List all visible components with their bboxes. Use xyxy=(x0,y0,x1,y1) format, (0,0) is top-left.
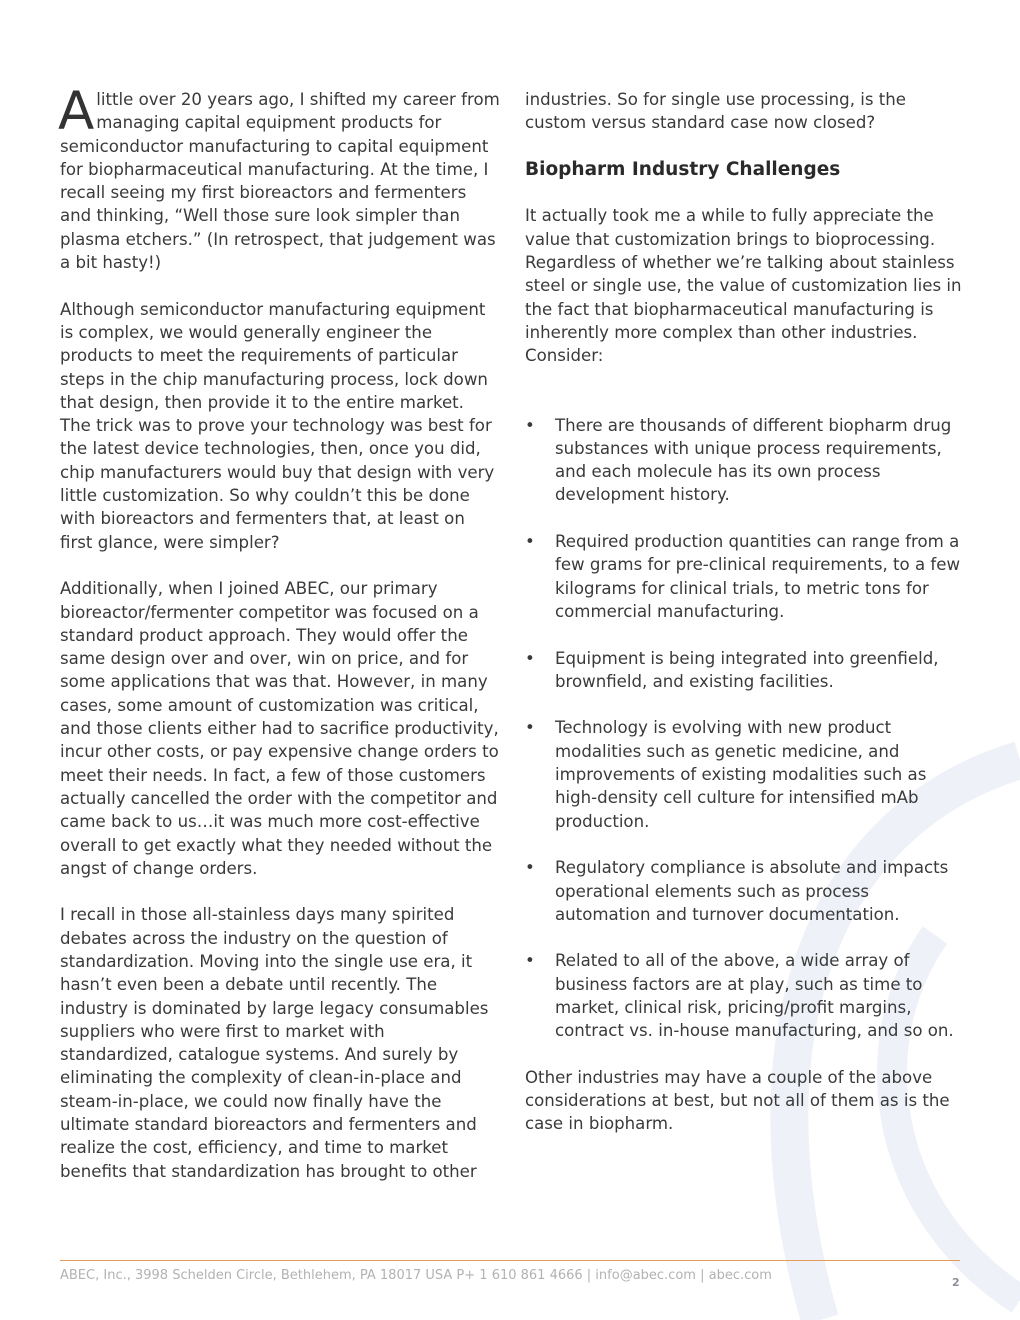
challenges-list xyxy=(525,414,965,1043)
body-paragraph: Although semiconductor manufacturing equipment is complex, we would generally engineer the products to meet the requirements of particular steps in the chip manufacturing process, lock down that design, then provide it to the entire market. The trick was to prove your technology was best for the latest device technologies, then, once you did, chip manufacturers would buy that design with very little customization. So why couldn’t this be done with bioreactors and fermenters that, at least on first glance, were simpler? xyxy=(60,299,495,552)
list-item: • Technology is evolving with new product modalities such as genetic medicine, and improvements of existing modalities such as high-density cell culture for intensified mAb production. xyxy=(525,716,965,832)
spacer xyxy=(525,368,965,414)
intro-paragraph-text: little over 20 years ago, I shifted my career from managing capital equipment products for semiconductor manufacturing to capital equipment for biopharmaceutical manufacturing. At the time, I recall seeing my first bioreactors and fermenters and thinking, “Well those sure look simpler than plasma etchers.” (In retrospect, that judgement was a bit hasty!) xyxy=(60,90,500,273)
list-item: • Required production quantities can range from a few grams for pre-clinical requirements, to a few kilograms for clinical trials, to metric tons for commercial manufacturing. xyxy=(525,530,965,623)
list-item: • Related to all of the above, a wide array of business factors are at play, such as time to market, clinical risk, pricing/profit margins, contract vs. in-house manufacturing, and so on. xyxy=(525,949,965,1042)
footer-contact: ABEC, Inc., 3998 Schelden Circle, Bethlehem, PA 18017 USA P+ 1 610 861 4666 | info@abec.com | abec.com xyxy=(60,1268,772,1283)
page-number: 2 xyxy=(952,1276,960,1289)
list-item: • Regulatory compliance is absolute and impacts operational elements such as process automation and turnover documentation. xyxy=(525,856,965,926)
intro-paragraph xyxy=(58,81,500,274)
drop-cap: A xyxy=(58,81,95,142)
list-item: • There are thousands of different biopharm drug substances with unique process requirements, and each molecule has its own process development history. xyxy=(525,414,965,507)
continued-paragraph: industries. So for single use processing, is the custom versus standard case now closed? xyxy=(525,90,906,133)
body-paragraph: It actually took me a while to fully appreciate the value that customization brings to bioprocessing. Regardless of whether we’re talking about stainless steel or single use, the value of customization lies in the fact that biopharmaceutical manufacturing is inherently more complex than other industries. Consider: xyxy=(525,206,962,366)
body-paragraph: Additionally, when I joined ABEC, our primary bioreactor/fermenter competitor was focused on a standard product approach. They would offer the same design over and over, win on price, and for some applications that was that. However, in many cases, some amount of customization was critical, and those clients either had to sacrifice productivity, incur other costs, or pay expensive change orders to meet their needs. In fact, a few of those customers actually cancelled the order with the competitor and came back to us…it was much more cost-effective overall to get exactly what they needed without the angst of change orders. xyxy=(60,579,499,878)
body-paragraph: I recall in those all-stainless days many spirited debates across the industry on the question of standardization. Moving into the single use era, it hasn’t even been a debate until recently. The industry is dominated by large legacy consumables suppliers who were first to market with standardized, catalogue systems. And surely by eliminating the complexity of clean-in-place and steam-in-place, we could now finally have the ultimate standard bioreactors and fermenters and realize the cost, efficiency, and time to market benefits that standardization has brought to other xyxy=(60,905,489,1181)
left-column xyxy=(58,81,500,1206)
list-item: • Equipment is being integrated into greenfield, brownfield, and existing facilities. xyxy=(525,647,965,694)
right-column xyxy=(525,88,965,1159)
closing-paragraph: Other industries may have a couple of the above considerations at best, but not all of them as is the case in biopharm. xyxy=(525,1067,950,1134)
footer-divider xyxy=(60,1260,960,1261)
section-heading: Biopharm Industry Challenges xyxy=(525,158,841,180)
